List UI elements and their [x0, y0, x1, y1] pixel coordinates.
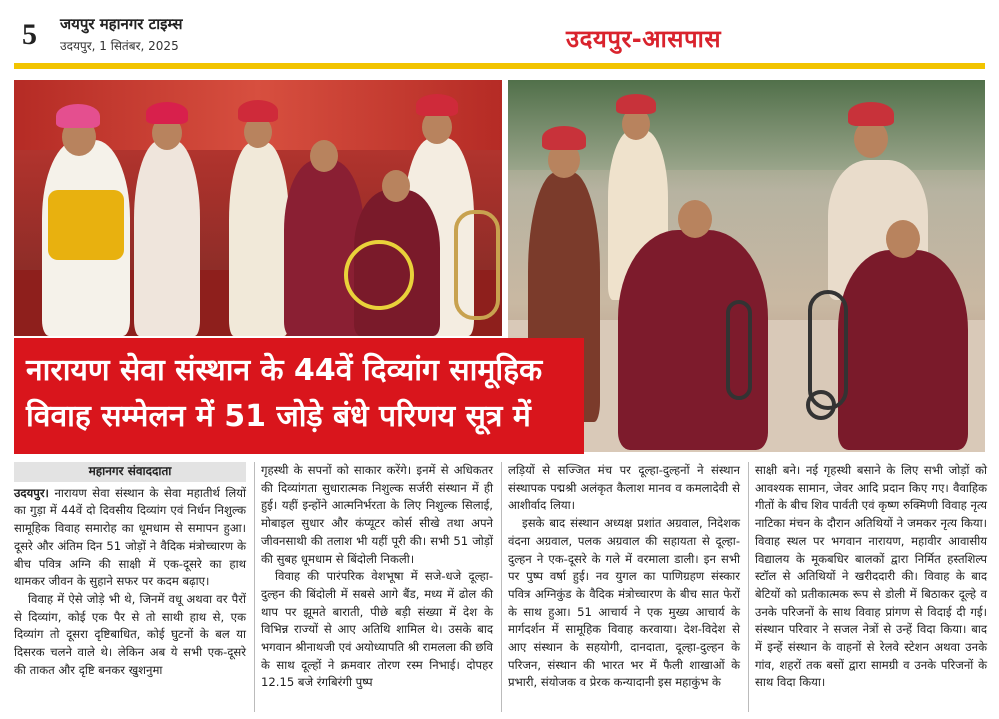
masthead	[0, 0, 999, 62]
headline-line-1: नारायण सेवा संस्थान के 44वें दिव्यांग सामूहिक	[26, 353, 543, 388]
dateline: उदयपुर, 1 सितंबर, 2025	[60, 39, 179, 53]
paper-name: जयपुर महानगर टाइम्स	[60, 15, 183, 33]
paragraph: विवाह की पारंपरिक वेशभूषा में सजे-धजे दूल्हा-दुल्हन की बिंदोली में सबसे आगे बैंड, मध्य में ढोल की थाप पर झूमते बाराती, पीछे बड़ी संख्या में देश के विभिन्न राज्यों से आए अतिथि शामिल थे। उसके बाद भगवान श्रीनाथजी एवं अयोध्यापति श्री रामलला की छवि के साथ दूल्हों ने क्रमवार तोरण रस्म निभाई। दोपहर 12.15 बजे रंगबिरंगी पुष्प	[261, 569, 493, 690]
article-column-3	[508, 462, 740, 692]
column-rule	[254, 462, 255, 712]
paragraph: साक्षी बने। नई गृहस्थी बसाने के लिए सभी जोड़ों को आवश्यक सामान, जेवर आदि प्रदान किए गए। वैवाहिक गीतों के बीच शिव पार्वती एवं कृष्ण रुक्मिणी विवाह नृत्य नाटिका मंचन के दौरान अतिथियों ने जमकर नृत्य किया। विवाह स्थल पर भगवान नारायण, महावीर आवासीय विद्यालय के मूकबधिर बालकों द्वारा निर्मित हस्तशिल्प स्टॉल से अतिथियों ने खरीददारी की। विवाह के बाद बेटियों को प्रतीकात्मक रूप से डोली में बिठाकर दूल्हे व उनके परिजनों के साथ विवाह प्रांगण से विदाई दी गई। संस्थान परिवार ने सजल नेत्रों से उन्हें विदा किया। बाद में इन्हें संस्थान के वाहनों से रेलवे स्टेशन अथवा उनके गांव, शहरों तक बसों द्वारा सामग्री व उनके परिजनों के साथ विदा किया।	[755, 463, 987, 690]
page-number: 5	[22, 18, 37, 51]
column-rule	[501, 462, 502, 712]
dateline-lead: उदयपुर।	[14, 485, 49, 500]
article-column-1	[14, 462, 246, 679]
photo-felicitation	[14, 80, 502, 336]
paragraph: विवाह में ऐसे जोड़े भी थे, जिनमें वधू अथवा वर पैरों से दिव्यांग, कोई एक पैर से तो साथी हाथ से, एक दिव्यांग तो दूसरा दृष्टिबाधित, कोई घुटनों के बल या दिसरक चलने वाले थे। लेकिन अब ये सभी एक-दूसरे की ताकत और दृष्टि बनकर खुशनुमा	[14, 591, 246, 677]
article-column-4	[755, 462, 987, 692]
column-rule	[748, 462, 749, 712]
article-column-2	[261, 462, 493, 692]
paragraph-text: नारायण सेवा संस्थान के सेवा महातीर्थ लियों का गुड़ा में 44वें दो दिवसीय दिव्यांग एवं निर्धन निशुल्क सामूहिक विवाह समारोह का धूमधाम से समापन हुआ। दूसरे और अंतिम दिन 51 जोड़ों ने वैदिक मंत्रोच्चारण के बीच पवित्र अग्नि की साक्षी में एक-दूसरे का हाथ थामकर जीवन के सुहाने सफर पर कदम बढ़ाए।	[14, 485, 246, 589]
headline-line-2: विवाह सम्मेलन में 51 जोड़े बंधे परिणय सूत्र में	[26, 399, 531, 434]
paragraph: गृहस्थी के सपनों को साकार करेंगे। इनमें से अधिकतर की दिव्यांगता सुधारात्मक निशुल्क सर्जरी संस्थान में ही हुई। यहीं इन्होंने आत्मनिर्भरता के लिए निशुल्क सिलाई, मोबाइल सुधार और कंप्यूटर कोर्स सीखे तथा अपने जीवनसाथी की तलाश भी यहीं पूरी की। सभी 51 जोड़ों की सुबह धूमधाम से बिंदोली निकली।	[261, 463, 493, 566]
paragraph: लड़ियों से सज्जित मंच पर दूल्हा-दुल्हनों ने संस्थान संस्थापक पद्मश्री अलंकृत कैलाश मानव व कमलादेवी से आशीर्वाद लिया।	[508, 463, 740, 513]
section-title: उदयपुर-आसपास	[566, 25, 722, 53]
byline: महानगर संवाददाता	[14, 462, 246, 482]
header-rule	[14, 63, 985, 69]
headline-box	[14, 338, 584, 454]
paragraph: इसके बाद संस्थान अध्यक्ष प्रशांत अग्रवाल, निदेशक वंदना अग्रवाल, पलक अग्रवाल की सहायता से दूल्हा-दुल्हन ने एक-दूसरे के गले में वरमाला डाली। इन सभी पर पुष्प वर्षा हुई। नव युगल का पाणिग्रहण संस्कार पवित्र अग्निकुंड के वैदिक मंत्रोच्चारण के बीच सात फेरों के साथ हुआ। 51 आचार्य ने एक मुख्य आचार्य के मार्गदर्शन में सामूहिक विवाह करवाया। देश-विदेश से आए संस्थान के सहयोगी, दानदाता, दूल्हा-दुल्हन के परिजन, संस्थान की भारत भर में फैली शाखाओं के प्रभारी, संयोजक व प्रेरक कन्यादानी इस महाकुंभ के	[508, 516, 740, 690]
paragraph	[14, 485, 246, 591]
